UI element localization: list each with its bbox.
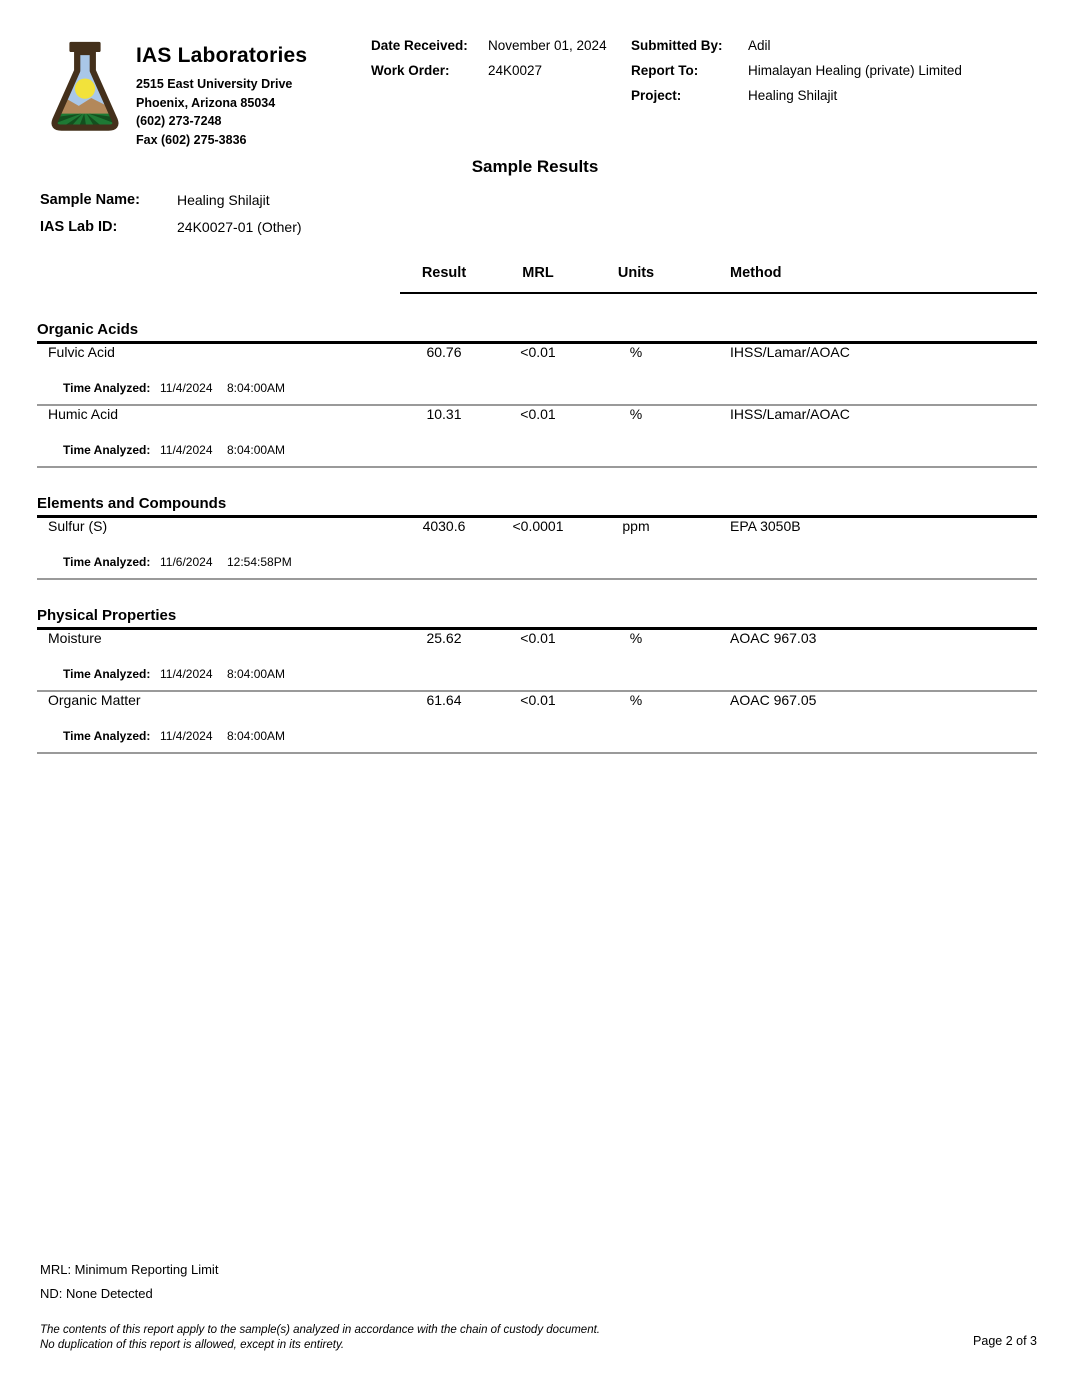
sample-name-label: Sample Name: [40, 192, 140, 208]
row-divider [37, 752, 1037, 754]
page-title: Sample Results [471, 157, 599, 176]
sample-name-value: Healing Shilajit [177, 192, 270, 208]
row-divider [37, 578, 1037, 580]
time-analyzed-date: 11/4/2024 [160, 381, 213, 395]
column-header-units: Units [617, 265, 655, 281]
time-analyzed-date: 11/4/2024 [160, 667, 213, 681]
table-column-headers [0, 265, 1080, 285]
disclaimer [40, 1323, 600, 1353]
time-analyzed-date: 11/6/2024 [160, 555, 213, 569]
header-info-left [371, 38, 607, 88]
section-title: Physical Properties [37, 607, 177, 624]
units-value: % [629, 344, 643, 360]
time-analyzed-time: 12:54:58PM [227, 555, 292, 569]
result-value: 60.76 [426, 344, 462, 360]
company-fax: Fax (602) 275-3836 [136, 132, 247, 147]
disclaimer-line-1: The contents of this report apply to the sample(s) analyzed in accordance with the chain of custody document. [40, 1324, 600, 1336]
project-value: Healing Shilajit [748, 88, 838, 103]
project-label: Project: [631, 88, 682, 103]
sample-info [40, 192, 302, 246]
analyte-row-humic-acid [0, 406, 1080, 468]
method-value: AOAC 967.05 [730, 692, 817, 708]
time-analyzed-label: Time Analyzed: [63, 443, 151, 457]
result-value: 10.31 [426, 406, 462, 422]
units-value: % [629, 406, 643, 422]
lab-id-value: 24K0027-01 (Other) [177, 219, 302, 235]
date-received-value: November 01, 2024 [488, 38, 607, 53]
mrl-value: <0.01 [520, 344, 556, 360]
method-value: IHSS/Lamar/AOAC [730, 344, 850, 360]
date-received-label: Date Received: [371, 38, 468, 53]
company-phone: (602) 273-7248 [136, 114, 222, 128]
lab-logo [46, 40, 124, 142]
submitted-by-row [631, 38, 962, 53]
page-number: Page 2 of 3 [973, 1334, 1037, 1348]
units-value: ppm [622, 518, 650, 534]
time-analyzed-time: 8:04:00AM [227, 667, 286, 681]
method-value: EPA 3050B [730, 518, 801, 534]
mrl-value: <0.01 [520, 630, 556, 646]
logo-flask-cap [69, 42, 100, 52]
report-to-row [631, 63, 962, 78]
time-analyzed-label: Time Analyzed: [63, 555, 151, 569]
row-divider [37, 466, 1037, 468]
flask-landscape-icon [46, 40, 124, 142]
mrl-value: <0.0001 [512, 518, 564, 534]
time-analyzed-label: Time Analyzed: [63, 729, 151, 743]
time-analyzed-label: Time Analyzed: [63, 667, 151, 681]
work-order-label: Work Order: [371, 63, 450, 78]
analyte-row-moisture [0, 630, 1080, 692]
result-value: 61.64 [426, 692, 462, 708]
company-name: IAS Laboratories [136, 44, 308, 67]
units-value: % [629, 692, 643, 708]
submitted-by-value: Adil [748, 38, 771, 53]
footnote-mrl: MRL: Minimum Reporting Limit [40, 1262, 219, 1277]
units-value: % [629, 630, 643, 646]
analyte-name: Moisture [48, 630, 102, 646]
time-analyzed-time: 8:04:00AM [227, 729, 286, 743]
time-analyzed-time: 8:04:00AM [227, 443, 286, 457]
time-analyzed-date: 11/4/2024 [160, 443, 213, 457]
results-table [0, 265, 1080, 754]
analyte-name: Fulvic Acid [48, 344, 115, 360]
analyte-row-organic-matter [0, 692, 1080, 754]
analyte-name: Organic Matter [48, 692, 141, 708]
column-header-mrl: MRL [522, 265, 554, 281]
lab-id-row [40, 219, 302, 236]
company-block [136, 44, 307, 149]
report-to-label: Report To: [631, 63, 699, 78]
footnote-nd: ND: None Detected [40, 1286, 153, 1301]
work-order-value: 24K0027 [488, 63, 543, 78]
section-organic-acids [0, 321, 1080, 468]
method-value: AOAC 967.03 [730, 630, 817, 646]
column-header-rule [400, 292, 1037, 294]
section-title: Organic Acids [37, 321, 139, 338]
logo-sun [75, 79, 95, 99]
analyte-row-fulvic-acid [0, 344, 1080, 406]
result-value: 25.62 [426, 630, 462, 646]
project-row [631, 88, 962, 103]
analyte-name: Sulfur (S) [48, 518, 108, 534]
company-address-line2: Phoenix, Arizona 85034 [136, 95, 276, 110]
section-physical-properties [0, 607, 1080, 754]
method-value: IHSS/Lamar/AOAC [730, 406, 850, 422]
header-info-right [631, 38, 962, 113]
disclaimer-line-2: No duplication of this report is allowed, except in its entirety. [40, 1339, 345, 1351]
column-header-result: Result [421, 265, 467, 281]
company-address-line1: 2515 East University Drive [136, 77, 293, 91]
column-header-method: Method [730, 265, 782, 281]
analyte-row-sulfur [0, 518, 1080, 580]
lab-id-label: IAS Lab ID: [40, 219, 118, 235]
date-received-row [371, 38, 607, 53]
sample-name-row [40, 192, 302, 209]
analyte-name: Humic Acid [48, 406, 119, 422]
submitted-by-label: Submitted By: [631, 38, 723, 53]
result-value: 4030.6 [422, 518, 466, 534]
time-analyzed-label: Time Analyzed: [63, 381, 151, 395]
section-elements-and-compounds [0, 495, 1080, 580]
time-analyzed-date: 11/4/2024 [160, 729, 213, 743]
mrl-value: <0.01 [520, 406, 556, 422]
time-analyzed-time: 8:04:00AM [227, 381, 286, 395]
section-title: Elements and Compounds [37, 495, 227, 512]
work-order-row [371, 63, 607, 78]
mrl-value: <0.01 [520, 692, 556, 708]
report-to-value: Himalayan Healing (private) Limited [748, 63, 962, 78]
